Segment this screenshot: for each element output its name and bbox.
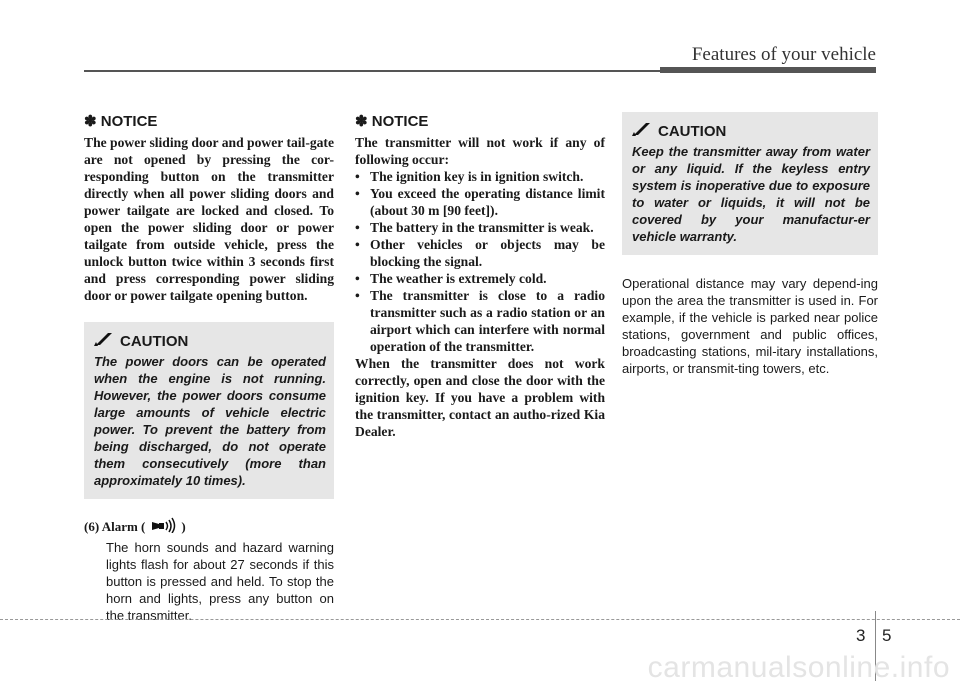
caution-text-2: Keep the transmitter away from water or any liquid. If the keyless entry system is inoperative due to exposure to water or liquids, it will not be covered by your manufactur-er vehicle warranty. [632, 144, 870, 244]
caution-text: The power doors can be operated when the engine is not running. However, the power doors consume large amounts of vehicle electric power. To prevent the battery from being discharged, do not operate them consecutively (more than approximately 10 times). [94, 354, 326, 488]
list-item: • You exceed the operating distance limit (about 30 m [90 feet]). [355, 186, 605, 218]
notice-title: ✽ NOTICE [84, 113, 158, 130]
notice-outro: When the transmitter does not work correctly, open and close the door with the ignition key. If you have a problem with the transmitter, contact an autho-rized Kia Dealer. [355, 356, 605, 439]
caution-box [84, 322, 334, 499]
pencil-caution-icon [632, 122, 658, 141]
list-item: • The battery in the transmitter is weak. [355, 220, 594, 235]
operational-distance-text: Operational distance may vary depend-ing upon the area the transmitter is used in. For example, if the vehicle is parked near police stations, government and public offices, broadcasting stations, mil-itary installations, airports, or transmit-ting towers, etc. [622, 276, 878, 376]
notice-title-2: ✽ NOTICE [355, 113, 429, 130]
list-item: • The transmitter is close to a radio transmitter such as a radio station or an airport which can interfere with normal operation of the transmitter. [355, 288, 605, 354]
list-item: • The weather is extremely cold. [355, 271, 547, 286]
alarm-heading [84, 517, 334, 537]
watermark: carmanualsonline.info [647, 651, 950, 684]
horn-alarm-icon [145, 517, 181, 537]
page-number: 5 [882, 626, 892, 645]
column-left [84, 112, 334, 624]
notice-intro: The transmitter will not work if any of following occur: [355, 135, 605, 167]
alarm-text: The horn sounds and hazard warning lights flash for about 27 seconds if this button is pressed and held. To stop the horn and lights, press any button on the transmitter. [106, 540, 334, 623]
caution-title: CAUTION [120, 333, 189, 350]
column-middle [355, 112, 605, 440]
caution-box-2 [622, 112, 878, 255]
notice-text: The power sliding door and power tail-gate are not opened by pressing the cor-responding button on the transmitter directly when all power sliding doors and power tailgate are locked and closed. To open the power sliding door or power tailgate from outside vehicle, press the unlock button twice within 3 seconds first and press corresponding power sliding door or power tailgate opening button. [84, 135, 334, 303]
alarm-label-suffix: ) [181, 519, 186, 534]
alarm-label-prefix: (6) Alarm ( [84, 519, 146, 534]
header-title: Features of your vehicle [691, 44, 876, 65]
list-item: • Other vehicles or objects may be blocking the signal. [355, 237, 605, 269]
pencil-caution-icon [94, 332, 120, 351]
caution-header [94, 332, 326, 351]
footer-rule [0, 619, 960, 621]
header-rule [84, 70, 660, 72]
column-right [622, 112, 878, 377]
caution-title-2: CAUTION [658, 123, 727, 140]
header-rule-accent [660, 67, 876, 73]
notice-bullet-list [355, 168, 605, 355]
list-item: • The ignition key is in ignition switch. [355, 169, 584, 184]
caution-header-2 [632, 122, 870, 141]
chapter-number: 3 [856, 626, 866, 645]
